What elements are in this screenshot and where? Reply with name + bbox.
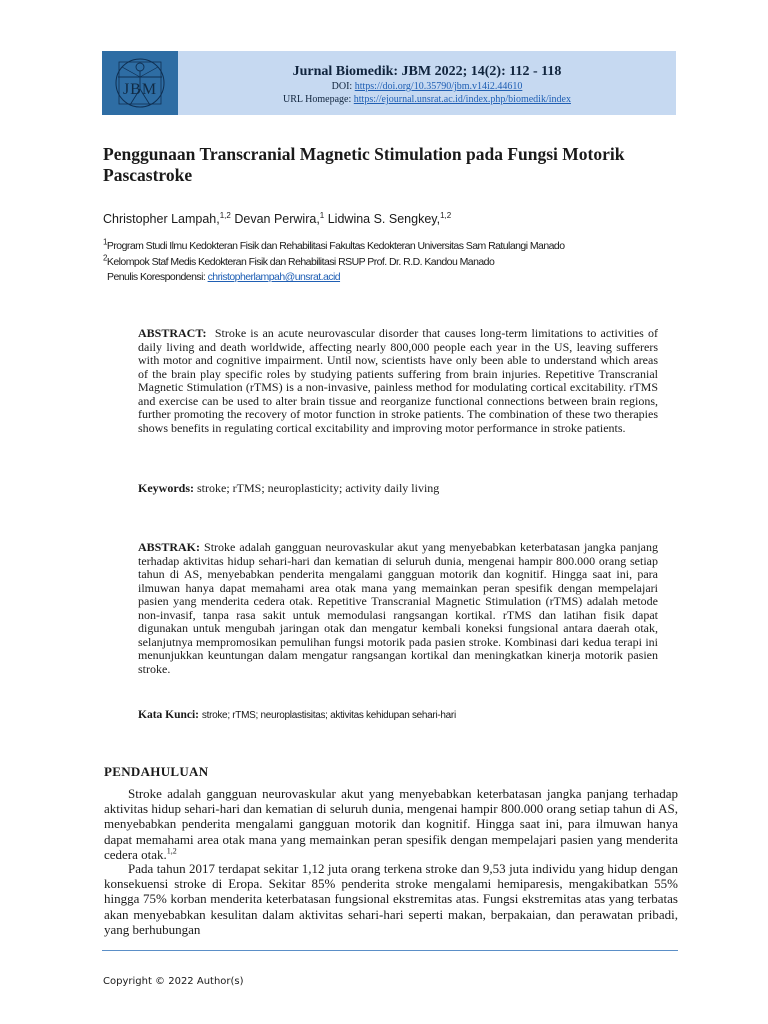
keywords-indonesian bbox=[138, 708, 668, 723]
affiliation-text: Program Studi Ilmu Kedokteran Fisik dan Rehabilitasi Fakultas Kedokteran Universitas Sam Ratulangi Manado bbox=[106, 240, 565, 252]
keywords-english bbox=[138, 481, 668, 495]
doi-line bbox=[178, 80, 676, 93]
abstract-english bbox=[138, 327, 658, 435]
homepage-link[interactable]: https://ejournal.unsrat.ac.id/index.php/biomedik/index bbox=[353, 94, 571, 105]
abstract-label: ABSTRACT: bbox=[138, 326, 207, 340]
abstrak-label: ABSTRAK: bbox=[138, 540, 201, 554]
affiliation-mark: 2 bbox=[103, 253, 107, 263]
author-name: Lidwina S. Sengkey, bbox=[327, 212, 441, 226]
author-list bbox=[103, 211, 683, 227]
logo-text: JBM bbox=[122, 81, 158, 98]
correspondence-label: Penulis Korespondensi: bbox=[107, 271, 208, 283]
copyright-footer: Copyright © 2022 Author(s) bbox=[103, 976, 244, 987]
keywords-label: Keywords: bbox=[138, 481, 194, 495]
url-label: URL Homepage: bbox=[283, 94, 354, 105]
url-line bbox=[178, 93, 676, 106]
journal-header bbox=[102, 51, 676, 115]
intro-paragraph-1 bbox=[104, 786, 678, 862]
article-title: Penggunaan Transcranial Magnetic Stimulation pada Fungsi Motorik Pascastroke bbox=[103, 144, 625, 185]
intro-paragraph-2: Pada tahun 2017 terdapat sekitar 1,12 juta orang terkena stroke dan 9,53 juta individu yang hidup dengan konsekuensi stroke di Eropa. Sekitar 85% penderita stroke mengalami hemiparesis, mengakibatkan 55% hingga 75% korban menderita keterbatasan fungsional ekstremitas atas. Fungsi ekstremitas atas yang terbatas akan menyebabkan kesulitan dalam aktivitas sehari-hari seperti makan, berpakaian, dan perawatan pribadi, yang berhubungan bbox=[104, 861, 678, 937]
journal-info bbox=[178, 63, 676, 106]
journal-logo bbox=[102, 51, 178, 115]
paragraph-text: Stroke adalah gangguan neurovaskular akut yang menyebabkan keterbatasan jangka panjang terhadap aktivitas hidup sehari-hari dan kematian di seluruh dunia, mengenai hampir 800.000 orang setiap tahun di AS, menyebabkan penderita mengalami gangguan motorik dan kognitif. Hingga saat ini, para ilmuwan hanya dapat memahami area otak mana yang memainkan peran spesifik dengan mempelajari pasien yang menderita cedera otak. bbox=[104, 786, 678, 862]
author-affiliation-mark: 1,2 bbox=[440, 210, 452, 220]
abstrak-text: Stroke adalah gangguan neurovaskular akut yang menyebabkan keterbatasan jangka panjang terhadap aktivitas hidup sehari-hari dan kematian di seluruh dunia, mengenai hampir 800.000 orang setiap tahun di AS, menyebabkan penderita mengalami gangguan motorik dan kognitif. Hingga saat ini, para ilmuwan hanya dapat memahami area otak mana yang memainkan peran spesifik dengan mempelajari pasien yang menderita cedera otak. Repetitive Transcranial Magnetic Stimulation (rTMS) adalah metode non-invasif, tanpa rasa sakit untuk memodulasi rangsangan kortikal. rTMS dan latihan fisik dapat digunakan untuk mengubah jaringan otak dan mengatur kembali koneksi fungsional antara daerah otak, selanjutnya mempromosikan pemulihan fungsi motorik pada pasien stroke. Kombinasi dari kedua terapi ini menunjukkan keuntungan dalam mengatur rangsangan kortikal dan meningkatkan kinerja motorik pasien stroke. bbox=[138, 540, 658, 676]
kata-kunci-value: stroke; rTMS; neuroplastisitas; aktivitas kehidupan sehari-hari bbox=[201, 710, 456, 721]
section-heading: PENDAHULUAN bbox=[104, 764, 209, 779]
correspondence-email-link[interactable]: christopherlampah@unsrat.acid bbox=[207, 271, 341, 283]
abstract-text: Stroke is an acute neurovascular disorder that causes long-term limitations to activities of daily living and death worldwide, affecting nearly 800,000 people each year in the US, leaving sufferers with motor and cognitive impairment. Until now, scientists have only been able to understand which areas of the brain play specific roles by studying patients suffering from brain injuries. Repetitive Transcranial Magnetic Stimulation (rTMS) is a non-invasive, painless method for modulating cortical excitability. rTMS and exercise can be used to alter brain tissue and reorganize functional connections between brain regions, further promoting the recovery of motor function in stroke patients. The combination of these two therapies shows benefits in regulating cortical excitability and improving motor performance in stroke patients. bbox=[138, 326, 659, 435]
author-name: Devan Perwira, bbox=[234, 212, 320, 226]
author-name: Christopher Lampah, bbox=[103, 212, 220, 226]
citation-mark: 1,2 bbox=[166, 846, 177, 856]
author-affiliation-mark: 1,2 bbox=[219, 210, 231, 220]
affiliation-text: Kelompok Staf Medis Kedokteran Fisik dan Rehabilitasi RSUP Prof. Dr. R.D. Kandou Manado bbox=[106, 256, 495, 268]
footer-divider bbox=[102, 950, 678, 951]
affiliation-2 bbox=[103, 255, 703, 269]
doi-link[interactable]: https://doi.org/10.35790/jbm.v14i2.44610 bbox=[354, 81, 523, 92]
author-affiliation-mark: 1 bbox=[319, 210, 325, 220]
affiliation-1 bbox=[103, 239, 703, 253]
doi-label: DOI: bbox=[331, 81, 355, 92]
journal-citation: Jurnal Biomedik: JBM 2022; 14(2): 112 - 118 bbox=[292, 64, 562, 79]
keywords-value: stroke; rTMS; neuroplasticity; activity daily living bbox=[197, 481, 440, 495]
affiliation-mark: 1 bbox=[103, 237, 107, 247]
abstract-indonesian bbox=[138, 541, 658, 676]
kata-kunci-label: Kata Kunci: bbox=[138, 709, 200, 721]
correspondence bbox=[107, 270, 707, 284]
